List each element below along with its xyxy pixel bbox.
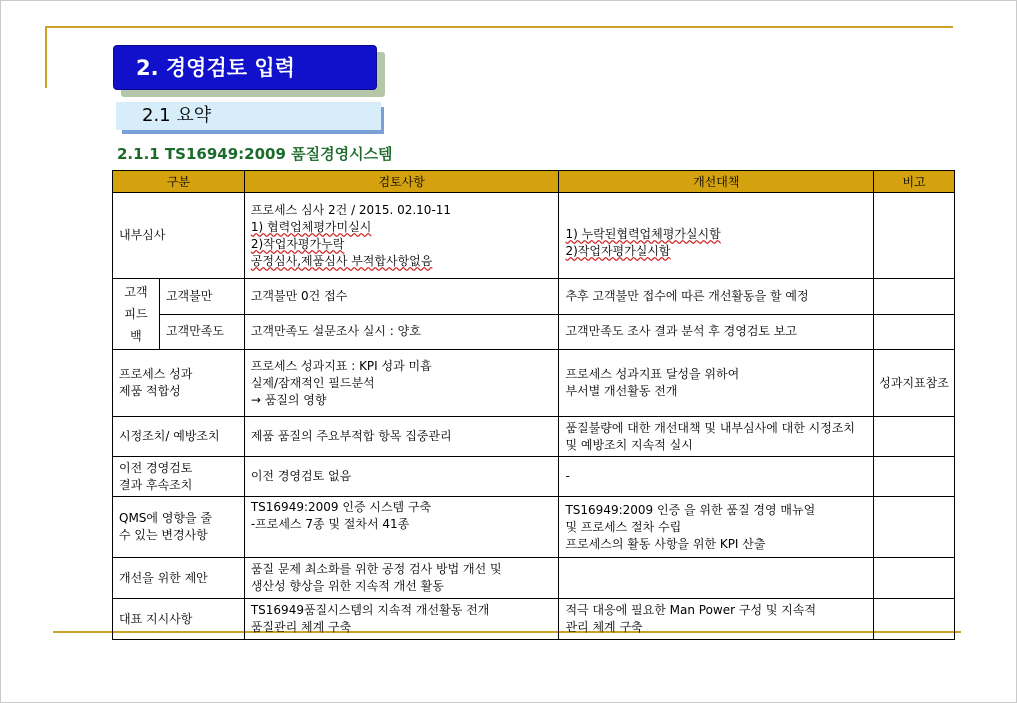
action-cell	[559, 558, 874, 599]
review-cell: 이전 경영검토 없음	[244, 457, 559, 497]
action-cell: 고객만족도 조사 결과 분석 후 경영검토 보고	[559, 314, 874, 350]
row-label: 개선을 위한 제안	[113, 558, 245, 599]
top-rule	[45, 26, 953, 28]
action-cell: 프로세스 성과지표 달성을 위하여 부서별 개선활동 전개	[559, 350, 874, 417]
row-label: QMS에 영향을 줄 수 있는 변경사항	[113, 497, 245, 558]
row-label: 이전 경영검토 결과 후속조치	[113, 457, 245, 497]
table-row	[113, 350, 955, 417]
note-cell	[874, 417, 955, 457]
note-cell	[874, 279, 955, 315]
header-review: 검토사항	[244, 171, 559, 193]
review-cell: 고객만족도 설문조사 실시 : 양호	[244, 314, 559, 350]
table-row	[113, 457, 955, 497]
row-label: 프로세스 성과 제품 적합성	[113, 350, 245, 417]
action-cell: 품질불량에 대한 개선대책 및 내부심사에 대한 시정조치 및 예방조치 지속적 실시	[559, 417, 874, 457]
action-cell: 적극 대응에 필요한 Man Power 구성 및 지속적 관리 체계 구축	[559, 599, 874, 640]
action-cell: 1) 누락된협력업체평가실시함 2)작업자평가실시함	[559, 193, 874, 279]
row-label: 내부심사	[113, 193, 245, 279]
row-group-label: 고객 피드백	[113, 279, 160, 350]
section-heading: 2.1.1 TS16949:2009 품질경영시스템	[117, 145, 393, 163]
header-note: 비고	[874, 171, 955, 193]
review-cell: 제품 품질의 주요부적합 항목 집중관리	[244, 417, 559, 457]
note-cell	[874, 497, 955, 558]
subtitle: 2.1 요약	[116, 102, 381, 130]
note-cell	[874, 314, 955, 350]
table-row	[113, 314, 955, 350]
header-action: 개선대책	[559, 171, 874, 193]
table-row	[113, 599, 955, 640]
review-cell: 고객불만 0건 접수	[244, 279, 559, 315]
row-label: 고객만족도	[159, 314, 244, 350]
left-rule	[45, 26, 47, 88]
note-cell	[874, 558, 955, 599]
note-cell	[874, 599, 955, 640]
table-row	[113, 279, 955, 315]
review-cell: 품질 문제 최소화를 위한 공정 검사 방법 개선 및 생산성 향상을 위한 지속적 개선 활동	[244, 558, 559, 599]
table-row	[113, 497, 955, 558]
note-cell: 성과지표참조	[874, 350, 955, 417]
review-table	[112, 170, 955, 640]
action-cell: TS16949:2009 인증 을 위한 품질 경영 매뉴얼 및 프로세스 절차 수립 프로세스의 활동 사항을 위한 KPI 산출	[559, 497, 874, 558]
note-cell	[874, 193, 955, 279]
action-cell: -	[559, 457, 874, 497]
table-row	[113, 193, 955, 279]
row-label: 고객불만	[159, 279, 244, 315]
page-title: 2. 경영검토 입력	[113, 45, 377, 90]
review-cell: TS16949품질시스템의 지속적 개선활동 전개 품질관리 체계 구축	[244, 599, 559, 640]
review-cell: 프로세스 심사 2건 / 2015. 02.10-11 1) 협력업체평가미실시 2)작업자평가누락 공정심사,제품심사 부적합사항없음	[244, 193, 559, 279]
table-row	[113, 558, 955, 599]
table-row	[113, 417, 955, 457]
note-cell	[874, 457, 955, 497]
header-category: 구분	[113, 171, 245, 193]
row-label: 시정조치/ 예방조치	[113, 417, 245, 457]
action-cell: 추후 고객불만 접수에 따른 개선활동을 할 예정	[559, 279, 874, 315]
review-cell: 프로세스 성과지표 : KPI 성과 미흡 실제/잠재적인 필드분석 → 품질의 영향	[244, 350, 559, 417]
table-header-row	[113, 171, 955, 193]
row-label: 대표 지시사항	[113, 599, 245, 640]
review-cell: TS16949:2009 인증 시스템 구축 -프로세스 7종 및 절차서 41종	[244, 497, 559, 558]
